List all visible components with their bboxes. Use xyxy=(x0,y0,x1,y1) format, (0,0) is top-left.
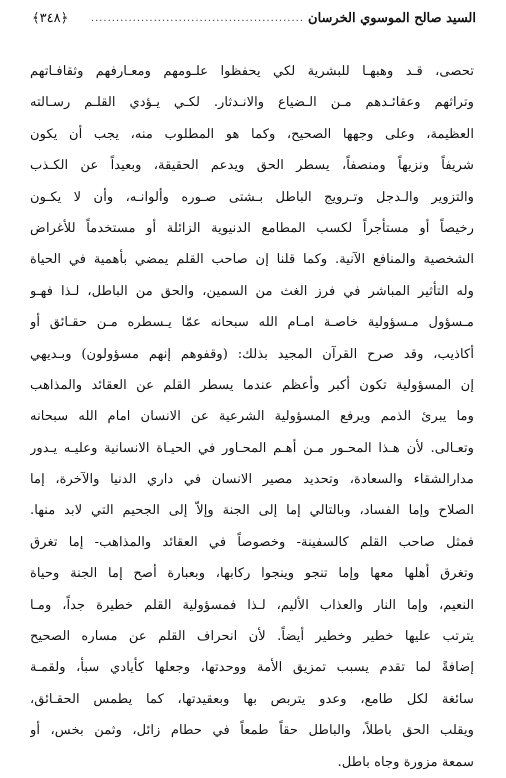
text-line: شريفاً ونزيهاً ومنصفاً، يسطر الحق ويدعم الحقيقة، وبعيداً عن الكـذب xyxy=(30,158,474,174)
text-line: مدارالشقاء والسعادة، وتحديد مصير الانسان في داري الدنيا والآخرة، إما xyxy=(30,472,474,488)
header-dot-leader: ................................................... xyxy=(90,12,305,24)
text-line: وله التأثير المباشر في فرز الغث من السمين، والحق من الباطل، لـذا فهـو xyxy=(30,283,474,299)
text-line: تحصى، قـد وهبهـا للبشرية لكي يحفظوا علـومهم ومعـارفهم وثقافـاتهم xyxy=(30,64,474,79)
page-number: ﴿٣٤٨﴾ xyxy=(32,10,69,26)
text-line: فمثل صاحب القلم كالسفينة- وخصوصاً في العقائد والمذاهب- إما تغرق xyxy=(30,534,474,550)
text-line: أكاذيب، وقد صرح القرآن المجيد بذلك: (وقفوهم إنهم مسؤولون) وبـديهي xyxy=(30,346,474,362)
text-line: إن المسؤولية تكون أكبر وأعظم عندما يسطر القلم عن العقائد والمذاهب xyxy=(30,377,474,393)
text-line-last: سمعة مزورة وجاه باطل. xyxy=(337,754,474,770)
text-line: وتعـالى. لأن هـذا المحـور مـن أهـم المحـاور في الحيـاة الانسانية وعليـه يـدور xyxy=(30,440,474,456)
text-line: وتغرق أهلها معها وإما تنجو وينجوا ركابها، وبعبارة أصح إما الجنة وحياة xyxy=(30,566,474,582)
text-line: وتراثهم وعقائـدهم مـن الـضياع والانـدثار. لكـي يـؤدي القلـم رسـالته xyxy=(30,95,474,111)
header-title: السيد صالح الموسوي الخرسان xyxy=(308,10,476,26)
running-header xyxy=(32,8,476,28)
text-line: إضافةً لما تقدم يسبب تمزيق الأمة ووحدتها، وجعلها كأيادي سبأ، ولقمـة xyxy=(30,660,474,676)
text-line: سائغة لكل طامع، وعدو يتربص بها وبعقيدتها، كما يطمس الحقـائق، xyxy=(30,691,474,707)
text-line: رخيصاً أو مستأجراً لكسب المطامع الدنيوية الزائلة أو مستخدماً للأغراض xyxy=(30,220,474,236)
text-line: الشخصية والمنافع الآنية. وكما قلنا إن صاحب القلم يمضي بأهمية في الحياة xyxy=(30,252,474,268)
text-line: مـسؤول مـسؤولية خاصـة امـام الله سبحانه عمّا يـسطره مـن حقـائق أو xyxy=(30,315,474,331)
text-line: النعيم، وإما النار والعذاب الأليم، لـذا فمسؤولية القلم خطيرة جداً، ومـا xyxy=(30,597,474,613)
text-line: والتزوير والـدجل وتـرويج الباطل بـشتى صـوره وألوانـه، وأن لا يكـون xyxy=(30,189,474,205)
text-line: يترتب عليها خطير وخطير أيضاً. لأن انحراف القلم عن مساره الصحيح xyxy=(30,629,474,645)
text-line: العظيمة، وعلى وجهها الصحيح، وكما هو المطلوب منه، يجب أن يكون xyxy=(30,126,474,142)
body-text xyxy=(30,56,474,778)
text-line: وما يبرئ الذمم ويرفع المسؤولية الشرعية عن الانسان امام الله سبحانه xyxy=(30,409,474,425)
text-line: ويقلب الحق باطلاً، والباطل حقاً طمعاً في حطام زائل، وثمن بخس، أو xyxy=(30,723,474,739)
text-line: الصلاح وإما الفساد، وبالتالي إما إلى الجنة وإلاّ إلى الجحيم التي لابد منها. xyxy=(30,503,474,519)
